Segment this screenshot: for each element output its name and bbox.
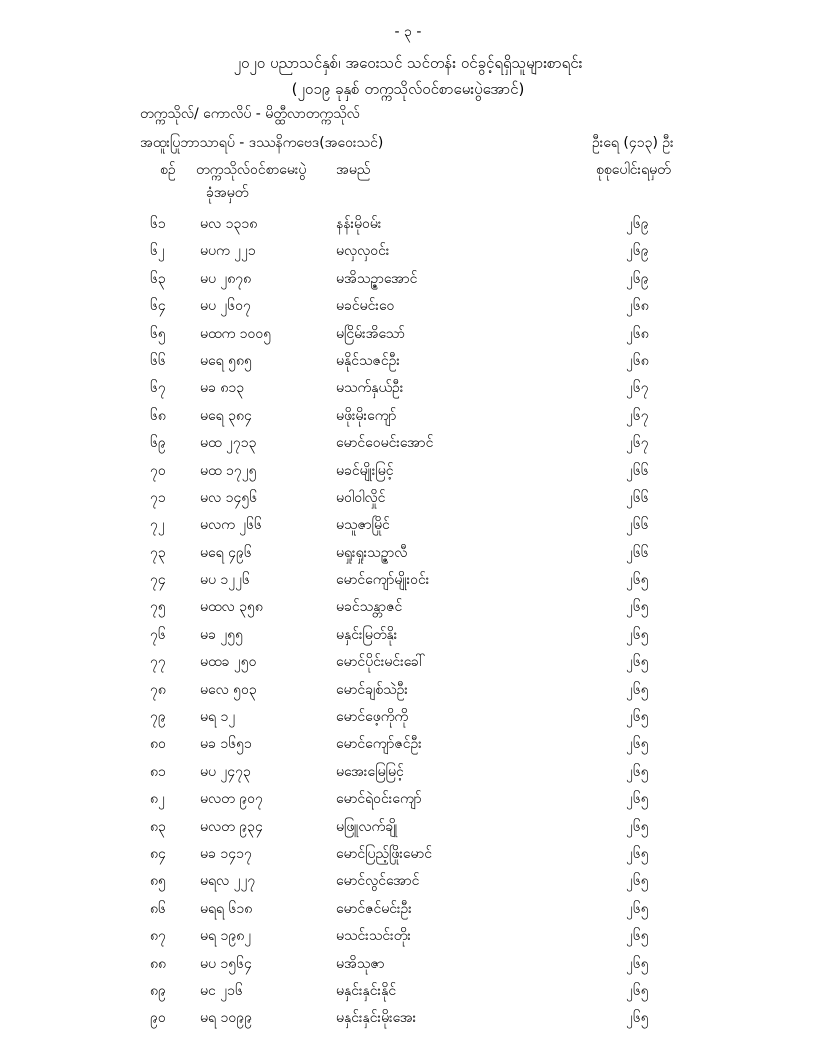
- total-marks-cell: ၂၆၅: [626, 709, 649, 726]
- total-marks-cell: ၂၆၅: [626, 681, 649, 698]
- roll-number-cell: မရလ ၂၂၇: [200, 873, 256, 890]
- total-count: ဦးရေ (၄၁၃) ဦး: [592, 135, 674, 151]
- serial-no-cell: ၈၂: [150, 791, 165, 808]
- student-name-cell: မဝါဝါလှိုင်: [336, 489, 386, 506]
- total-marks-cell: ၂၆၅: [626, 873, 649, 890]
- total-marks-cell: ၂၆၅: [626, 572, 649, 589]
- serial-no-cell: ၆၇: [150, 380, 166, 397]
- total-marks-cell: ၂၆၇: [626, 407, 649, 424]
- serial-no-cell: ၈၇: [150, 928, 166, 945]
- roll-number-cell: မလတ ၉၃၄: [200, 818, 263, 835]
- table-row: [0, 349, 816, 376]
- total-marks-cell: ၂၆၇: [626, 435, 649, 452]
- roll-number-cell: မရ ၁၂: [200, 709, 236, 726]
- serial-no-cell: ၈၉: [150, 982, 166, 999]
- table-row: [0, 952, 816, 979]
- roll-number-cell: မရ ၁၀၉၉: [200, 1010, 252, 1027]
- student-name-cell: မနှင်းနှင်းမိုးအေး: [336, 1010, 417, 1027]
- total-marks-cell: ၂၆၉: [626, 243, 649, 260]
- total-marks-cell: ၂၆၅: [626, 736, 649, 753]
- header-name: အမည်: [336, 162, 371, 178]
- table-row: [0, 595, 816, 622]
- roll-number-cell: မထ ၁၇၂၅: [200, 462, 257, 479]
- roll-number-cell: မလတ ၉၀၇: [200, 791, 263, 808]
- roll-number-cell: မရေ ၃၈၄: [200, 407, 252, 424]
- table-row: [0, 623, 816, 650]
- table-row: [0, 1006, 816, 1033]
- serial-no-cell: ၆၂: [150, 243, 165, 260]
- table-row: [0, 787, 816, 814]
- table-row: [0, 404, 816, 431]
- document-title: ၂၀၂၀ ပညာသင်နှစ်၊ အဝေးသင် သင်တန်း ဝင်ခွင့်ရရှိသူများစာရင်း: [233, 54, 583, 72]
- serial-no-cell: ၆၃: [150, 270, 166, 287]
- table-row: [0, 459, 816, 486]
- roll-number-cell: မထက ၁၀၀၅: [200, 325, 272, 342]
- serial-no-cell: ၇၂: [150, 517, 165, 534]
- total-marks-cell: ၂၆၅: [626, 982, 649, 999]
- roll-number-cell: မထလ ၃၅၈: [200, 599, 263, 616]
- roll-number-cell: မလက ၂၆၆: [200, 517, 262, 534]
- serial-no-cell: ၇၉: [150, 709, 166, 726]
- serial-no-cell: ၈၁: [150, 763, 166, 780]
- roll-number-cell: မရရ ၆၁၈: [200, 900, 253, 917]
- student-name-cell: မနိုင်သဇင်ဦး: [336, 352, 400, 369]
- table-row: [0, 869, 816, 896]
- header-roll-number-line2: ခုံအမှတ်: [206, 185, 249, 201]
- table-row: [0, 513, 816, 540]
- student-name-cell: မနှင်းမြတ်နိုး: [336, 626, 398, 643]
- total-marks-cell: ၂၆၅: [626, 845, 649, 862]
- roll-number-cell: မရ ၁၉၈၂: [200, 928, 252, 945]
- table-row: [0, 732, 816, 759]
- roll-number-cell: မထခ ၂၅၀: [200, 654, 257, 671]
- student-name-cell: မောင်ချစ်သဲဦး: [336, 681, 408, 698]
- student-name-cell: မနှင်းနှင်းနိုင်: [336, 982, 397, 999]
- roll-number-cell: မရေ ၅၈၅: [200, 352, 252, 369]
- roll-number-cell: မခ ၂၅၅: [200, 626, 243, 643]
- table-row: [0, 486, 816, 513]
- total-marks-cell: ၂၆၆: [626, 544, 649, 561]
- total-marks-cell: ၂၆၅: [626, 928, 649, 945]
- header-serial-no: စဉ်: [160, 162, 176, 178]
- table-row: [0, 705, 816, 732]
- student-name-cell: မလှလှဝင်း: [336, 243, 390, 260]
- student-name-cell: နန်းမိုဝမ်း: [336, 216, 382, 232]
- student-name-cell: မောင်လွင်အောင်: [336, 873, 420, 890]
- university-line: တက္ကသိုလ်/ ကောလိပ် - မိတ္ထီလာတက္ကသိုလ်: [140, 106, 360, 122]
- total-marks-cell: ၂၆၆: [626, 517, 649, 534]
- serial-no-cell: ၇၀: [150, 462, 166, 479]
- student-name-cell: မခင်မင်းဝေ: [336, 298, 395, 315]
- roll-number-cell: မခ ၈၁၃: [200, 380, 245, 397]
- serial-no-cell: ၇၁: [150, 489, 166, 506]
- table-row: [0, 924, 816, 951]
- serial-no-cell: ၆၈: [150, 407, 166, 424]
- student-name-cell: မောင်ကျော်မျိုးဝင်း: [336, 572, 430, 589]
- total-marks-cell: ၂၆၉: [626, 270, 649, 287]
- roll-number-cell: မပ ၂၈၇၈: [200, 270, 252, 287]
- total-marks-cell: ၂၆၅: [626, 1010, 649, 1027]
- document-subtitle: (၂၀၁၉ ခုနှစ် တက္ကသိုလ်ဝင်စာမေးပွဲအောင်): [291, 80, 525, 98]
- student-name-cell: မအိသဉ္ဇာအောင်: [336, 270, 418, 287]
- student-name-cell: မဖြူလက်ချို: [336, 818, 398, 835]
- student-name-cell: မောင်ဝေမင်းအောင်: [336, 435, 434, 452]
- student-name-cell: မသက်နှယ်ဦး: [336, 380, 404, 397]
- roll-number-cell: မလ ၁၃၁၈: [200, 216, 258, 232]
- student-name-cell: မဖိုးမိုးကျော်: [336, 407, 397, 424]
- serial-no-cell: ၇၈: [150, 681, 166, 698]
- total-marks-cell: ၂၆၈: [626, 298, 649, 315]
- table-row: [0, 979, 816, 1006]
- total-marks-cell: ၂၆၅: [626, 900, 649, 917]
- serial-no-cell: ၇၇: [150, 654, 166, 671]
- major-line: အထူးပြုဘာသာရပ် - ဒဿနိကဗေဒ(အဝေးသင်): [140, 135, 384, 151]
- total-marks-cell: ၂၆၅: [626, 791, 649, 808]
- roll-number-cell: မခ ၁၆၅၁: [200, 736, 252, 753]
- serial-no-cell: ၇၆: [150, 626, 166, 643]
- serial-no-cell: ၇၃: [150, 544, 166, 561]
- table-row: [0, 842, 816, 869]
- total-marks-cell: ၂၆၅: [626, 654, 649, 671]
- table-row: [0, 815, 816, 842]
- serial-no-cell: ၉၀: [150, 1010, 166, 1027]
- serial-no-cell: ၈၆: [150, 900, 166, 917]
- total-marks-cell: ၂၆၅: [626, 599, 649, 616]
- serial-no-cell: ၇၄: [150, 572, 166, 589]
- serial-no-cell: ၈၅: [150, 873, 166, 890]
- serial-no-cell: ၆၆: [150, 352, 166, 369]
- student-name-cell: မခင်သန္တာဇင်: [336, 599, 403, 616]
- serial-no-cell: ၈၄: [150, 845, 166, 862]
- serial-no-cell: ၆၅: [150, 325, 166, 342]
- serial-no-cell: ၈၈: [150, 955, 166, 972]
- serial-no-cell: ၈၃: [150, 818, 166, 835]
- header-roll-number: တက္ကသိုလ်ဝင်စာမေးပွဲ: [196, 162, 307, 178]
- serial-no-cell: ၈၀: [150, 736, 166, 753]
- student-name-cell: မောင်ပြည့်ဖြိုးမောင်: [336, 845, 433, 862]
- table-row: [0, 376, 816, 403]
- student-name-cell: မရှုးရှုးသဉ္ဇာလီ: [336, 544, 408, 561]
- page-number: - ၃ -: [394, 24, 422, 40]
- roll-number-cell: မရေ ၄၉၆: [200, 544, 252, 561]
- roll-number-cell: မပ ၁၅၆၄: [200, 955, 252, 972]
- total-marks-cell: ၂၆၉: [626, 216, 649, 232]
- total-marks-cell: ၂၆၈: [626, 325, 649, 342]
- table-row: [0, 212, 816, 239]
- roll-number-cell: မထ ၂၇၁၃: [200, 435, 257, 452]
- table-row: [0, 431, 816, 458]
- student-name-cell: မအေးမြေမြင့်: [336, 763, 404, 780]
- total-marks-cell: ၂၆၇: [626, 380, 649, 397]
- student-name-cell: မငြိမ်းအိသော်: [336, 325, 405, 342]
- student-name-cell: မသင်းသင်းတိုး: [336, 928, 411, 945]
- roll-number-cell: မပ ၁၂၂၆: [200, 572, 250, 589]
- student-name-cell: မအိသုဇာ: [336, 955, 385, 972]
- roll-number-cell: မလေ ၅၀၃: [200, 681, 257, 698]
- student-name-cell: မောင်ပိုင်းမင်းခေါ်: [336, 654, 425, 671]
- serial-no-cell: ၆၁: [150, 216, 166, 232]
- serial-no-cell: ၇၅: [150, 599, 166, 616]
- total-marks-cell: ၂၆၆: [626, 489, 649, 506]
- table-row: [0, 541, 816, 568]
- serial-no-cell: ၆၉: [150, 435, 166, 452]
- table-row: [0, 650, 816, 677]
- student-name-cell: မသူဇာမြိုင်: [336, 517, 390, 534]
- total-marks-cell: ၂၆၈: [626, 352, 649, 369]
- table-row: [0, 568, 816, 595]
- total-marks-cell: ၂၆၅: [626, 626, 649, 643]
- student-name-cell: မောင်ရဲဝင်းကျော်: [336, 791, 422, 808]
- roll-number-cell: မပ ၂၄၇၃: [200, 763, 251, 780]
- table-row: [0, 897, 816, 924]
- table-row: [0, 760, 816, 787]
- serial-no-cell: ၆၄: [150, 298, 166, 315]
- roll-number-cell: မခ ၁၄၁၇: [200, 845, 252, 862]
- roll-number-cell: မပက ၂၂၁: [200, 243, 256, 260]
- total-marks-cell: ၂၆၅: [626, 763, 649, 780]
- student-name-cell: မခင်မျိုးမြင့်: [336, 462, 394, 479]
- header-total-marks: စုစုပေါင်းရမှတ်: [596, 162, 671, 178]
- total-marks-cell: ၂၆၅: [626, 955, 649, 972]
- student-list: [0, 212, 816, 1034]
- table-row: [0, 267, 816, 294]
- roll-number-cell: မပ ၂၆၀၇: [200, 298, 251, 315]
- roll-number-cell: မင ၂၁၆: [200, 982, 243, 999]
- table-row: [0, 678, 816, 705]
- total-marks-cell: ၂၆၆: [626, 462, 649, 479]
- table-row: [0, 294, 816, 321]
- student-name-cell: မောင်ဇင်မင်းဦး: [336, 900, 412, 917]
- student-name-cell: မောင်ဖေ့ကိုကို: [336, 709, 409, 726]
- total-marks-cell: ၂၆၅: [626, 818, 649, 835]
- table-row: [0, 322, 816, 349]
- student-name-cell: မောင်ကျော်ဇင်ဦး: [336, 736, 422, 753]
- table-row: [0, 239, 816, 266]
- roll-number-cell: မလ ၁၄၅၆: [200, 489, 258, 506]
